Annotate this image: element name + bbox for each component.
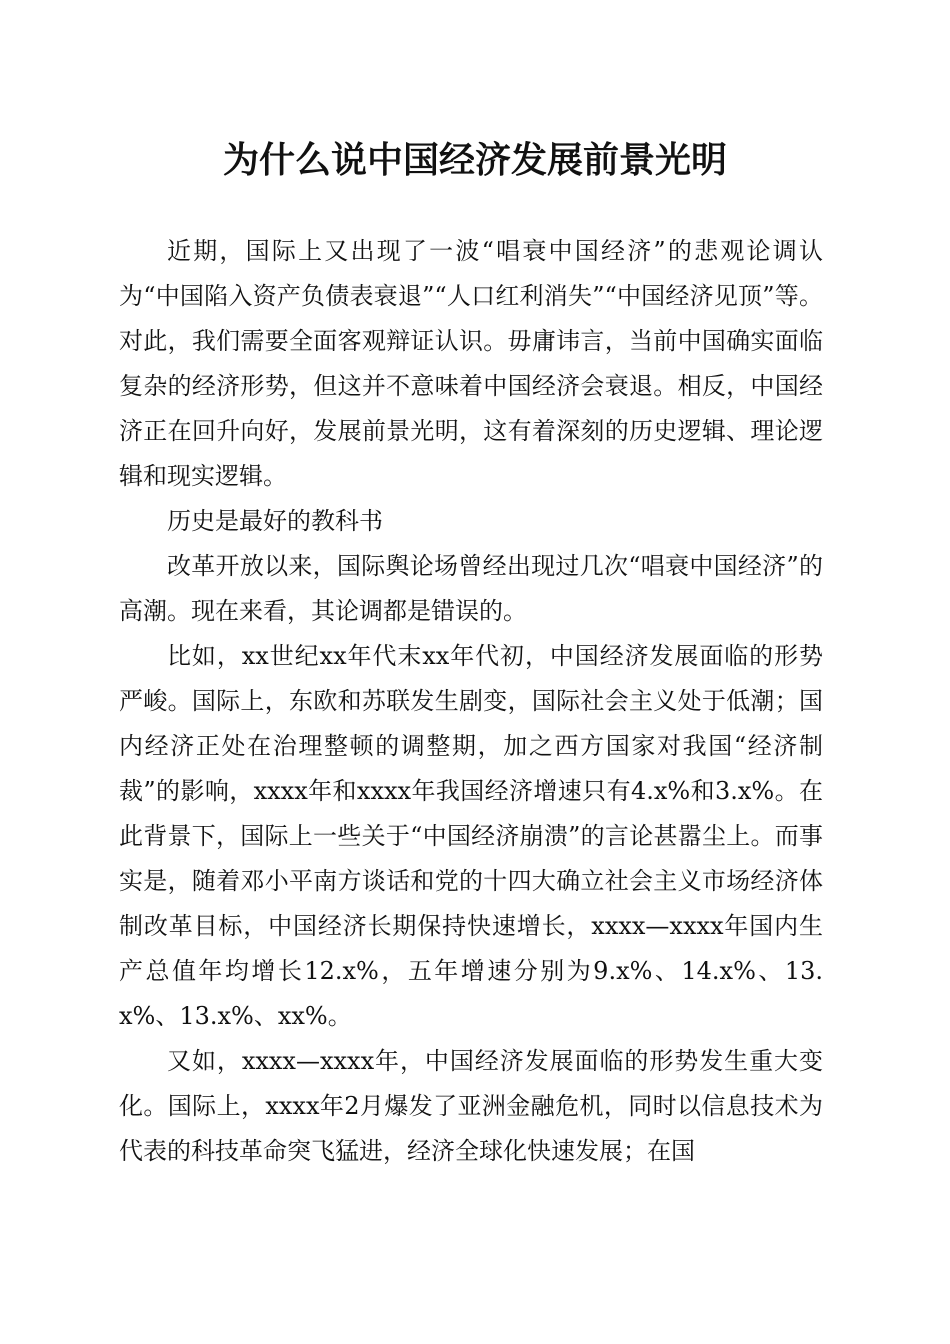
paragraph-intro: 近期，国际上又出现了一波“唱衰中国经济”的悲观论调认为“中国陷入资产负债表衰退”“人口红利消失”“中国经济见顶”等。对此，我们需要全面客观辩证认识。毋庸讳言，当前中国确实面临复杂的经济形势，但这并不意味着中国经济会衰退。相反，中国经济正在回升向好，发展前景光明，这有着深刻的历史逻辑、理论逻辑和现实逻辑。 [119,237,823,490]
paragraph-history: 改革开放以来，国际舆论场曾经出现过几次“唱衰中国经济”的高潮。现在来看，其论调都是错误的。 [119,552,823,625]
paragraph-example-2: 又如，xxxx—xxxx年，中国经济发展面临的形势发生重大变化。国际上，xxxx年2月爆发了亚洲金融危机，同时以信息技术为代表的科技革命突飞猛进，经济全球化快速发展；在国 [119,1047,823,1165]
document-title: 为什么说中国经济发展前景光明 [222,139,727,181]
document-body [119,229,823,1174]
section-heading: 历史是最好的教科书 [167,507,383,535]
paragraph-example-1: 比如，xx世纪xx年代末xx年代初，中国经济发展面临的形势严峻。国际上，东欧和苏联发生剧变，国际社会主义处于低潮；国内经济正处在治理整顿的调整期，加之西方国家对我国“经济制裁”的影响，xxxx年和xxxx年我国经济增速只有4.x%和3.x%。在此背景下，国际上一些关于“中国经济崩溃”的言论甚嚣尘上。而事实是，随着邓小平南方谈话和党的十四大确立社会主义市场经济体制改革目标，中国经济长期保持快速增长，xxxx—xxxx年国内生产总值年均增长12.x%，五年增速分别为9.x%、14.x%、13.x%、13.x%、xx%。 [119,642,823,1030]
